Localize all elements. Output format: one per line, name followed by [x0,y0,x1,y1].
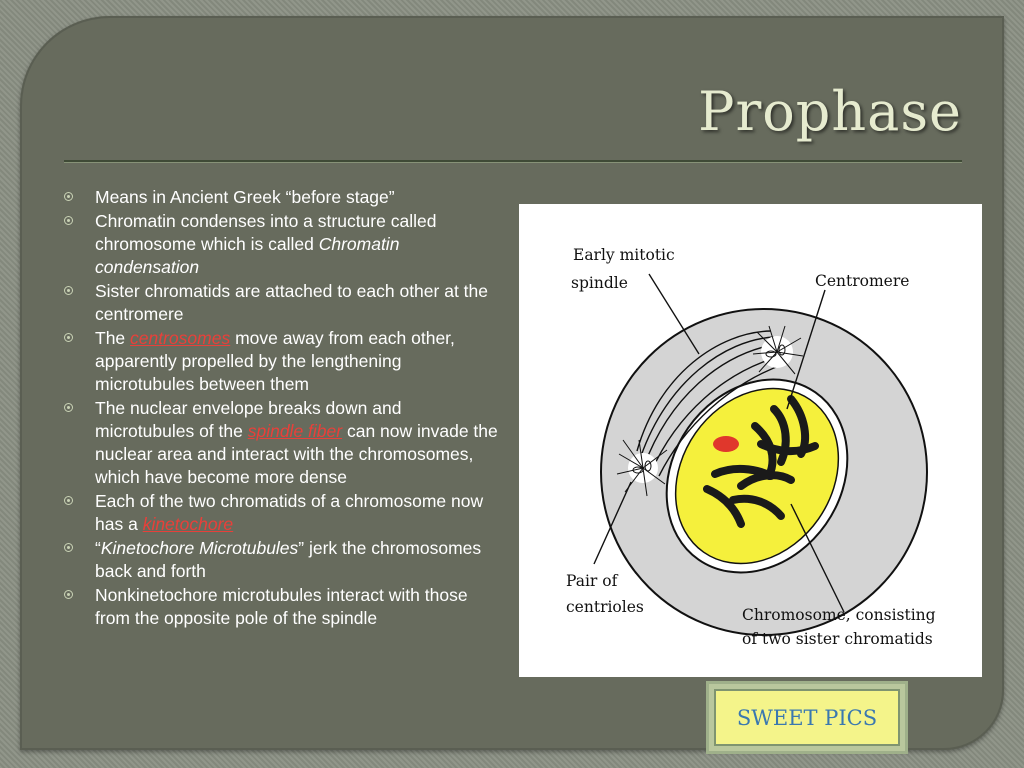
label-centrioles: centrioles [566,598,644,616]
bullet-icon [64,590,73,599]
label-centromere: Centromere [815,272,910,290]
bullet-text: Nonkinetochore microtubules interact with those from the opposite pole of the spindle [95,585,468,628]
bullet-text: Chromatin condenses into a structure called chromosome which is called [95,211,437,254]
bullet-item [62,397,502,489]
bullet-text: The nuclear envelope breaks down and microtubules of the [95,398,402,441]
bullet-text: The [95,328,131,348]
italic-term: Kinetochore Microtubules [100,538,299,558]
bullet-text: “ [95,538,101,558]
bullet-icon [64,286,73,295]
bullet-item [62,186,502,209]
prophase-diagram [519,204,982,677]
sweet-pics-button[interactable] [706,681,908,754]
sweet-pics-button-label: SWEET PICS [714,689,900,746]
bullet-item [62,537,502,583]
italic-term: Chromatin condensation [95,234,400,277]
label-sister-chromatids: of two sister chromatids [742,630,933,648]
bullet-text: can now invade the nuclear area and interact with the chromosomes, which have become more dense [95,421,498,487]
slide-title: Prophase [698,80,962,143]
bullet-text: Means in Ancient Greek “before stage” [95,187,395,207]
bullet-text: ” jerk the chromosomes back and forth [95,538,482,581]
nucleolus [713,436,739,452]
bullet-icon [64,192,73,201]
prophase-diagram-svg [519,204,982,677]
bullet-icon [64,216,73,225]
title-divider [64,160,962,163]
label-early-mitotic: Early mitotic [573,246,675,264]
bullet-text: move away from each other, apparently propelled by the lengthening microtubules between them [95,328,455,394]
bullet-text: Sister chromatids are attached to each other at the centromere [95,281,488,324]
bullet-item [62,280,502,326]
term-link[interactable]: centrosomes [130,328,231,348]
bullet-item [62,490,502,536]
bullet-item [62,210,502,279]
bullet-text: Each of the two chromatids of a chromosome now has a [95,491,484,534]
bullet-icon [64,403,73,412]
bullet-item [62,327,502,396]
term-link[interactable]: spindle fiber [247,421,343,441]
bullet-icon [64,543,73,552]
bullet-icon [64,333,73,342]
label-chromosome: Chromosome, consisting [742,606,936,624]
bullet-item [62,584,502,630]
label-pair-of: Pair of [566,572,618,590]
term-link[interactable]: kinetochore [142,514,234,534]
label-spindle: spindle [571,274,628,292]
bullet-list [62,186,502,631]
bullet-icon [64,496,73,505]
